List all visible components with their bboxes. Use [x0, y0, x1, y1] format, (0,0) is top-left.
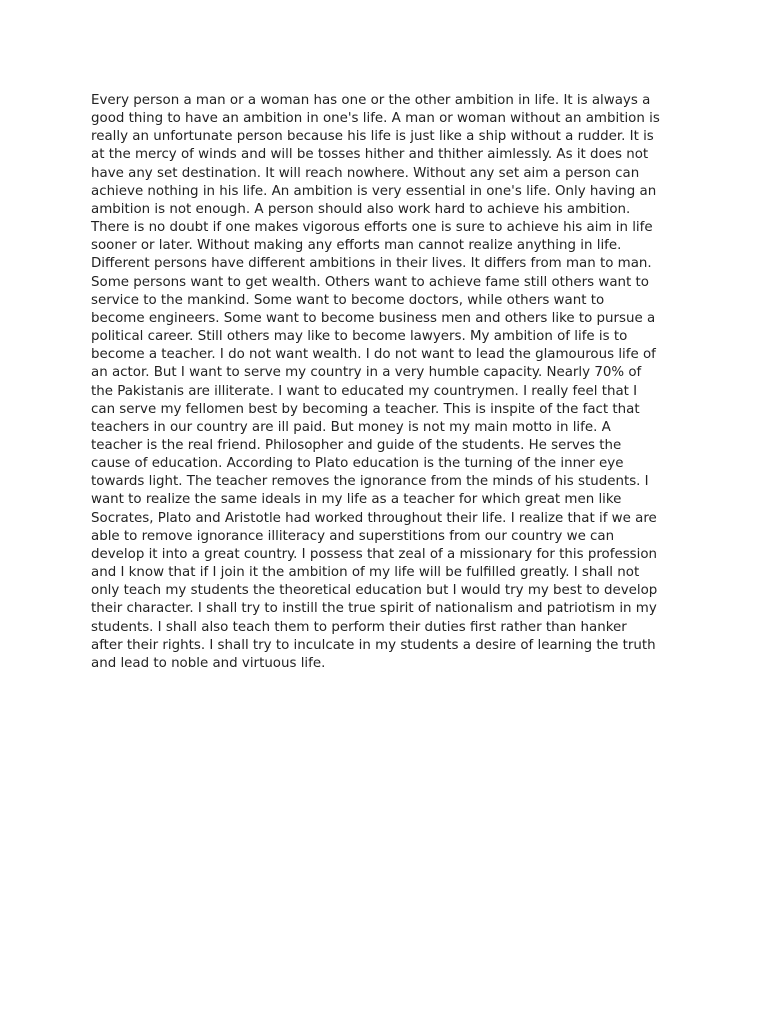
paragraph-line: political career. Still others may like to become lawyers. My ambition of life is to — [91, 329, 628, 345]
paragraph-line: cause of education. According to Plato education is the turning of the inner eye — [91, 456, 624, 472]
paragraph-line: want to realize the same ideals in my life as a teacher for which great men like — [91, 492, 622, 508]
paragraph-line: achieve nothing in his life. An ambition is very essential in one's life. Only having an — [91, 183, 657, 199]
paragraph-line: and I know that if I join it the ambition of my life will be fulfilled greatly. I shall not — [91, 565, 640, 581]
paragraph-line: Every person a man or a woman has one or the other ambition in life. It is always a — [91, 93, 651, 108]
paragraph-line: towards light. The teacher removes the ignorance from the minds of his students. I — [91, 474, 649, 490]
paragraph-line: Different persons have different ambitions in their lives. It differs from man to man. — [91, 256, 652, 272]
paragraph-line: There is no doubt if one makes vigorous efforts one is sure to achieve his aim in life — [91, 220, 653, 236]
paragraph-line: Some persons want to get wealth. Others want to achieve fame still others want to — [91, 274, 649, 290]
paragraph-line: become a teacher. I do not want wealth. I do not want to lead the glamourous life of — [91, 347, 656, 363]
paragraph-line: and lead to noble and virtuous life. — [91, 655, 326, 671]
essay-paragraph — [91, 92, 681, 673]
paragraph-line: sooner or later. Without making any efforts man cannot realize anything in life. — [91, 238, 622, 254]
paragraph-line: good thing to have an ambition in one's life. A man or woman without an ambition is — [91, 111, 660, 127]
paragraph-line: at the mercy of winds and will be tosses hither and thither aimlessly. As it does not — [91, 147, 649, 163]
paragraph-line: able to remove ignorance illiteracy and superstitions from our country we can — [91, 528, 615, 544]
paragraph-line: Socrates, Plato and Aristotle had worked throughout their life. I realize that if we are — [91, 510, 657, 526]
paragraph-line: have any set destination. It will reach nowhere. Without any set aim a person can — [91, 165, 640, 181]
paragraph-line: the Pakistanis are illiterate. I want to educated my countrymen. I really feel that I — [91, 383, 638, 399]
paragraph-line: service to the mankind. Some want to become doctors, while others want to — [91, 292, 605, 308]
paragraph-line: really an unfortunate person because his life is just like a ship without a rudder. It is — [91, 129, 654, 145]
paragraph-line: teachers in our country are ill paid. But money is not my main motto in life. A — [91, 419, 611, 435]
paragraph-line: students. I shall also teach them to perform their duties first rather than hanker — [91, 619, 627, 635]
paragraph-line: only teach my students the theoretical education but I would try my best to develop — [91, 583, 658, 599]
paragraph-line: become engineers. Some want to become business men and others like to pursue a — [91, 310, 656, 326]
paragraph-line: teacher is the real friend. Philosopher and guide of the students. He serves the — [91, 437, 622, 453]
paragraph-line: ambition is not enough. A person should also work hard to achieve his ambition. — [91, 201, 631, 217]
paragraph-line: an actor. But I want to serve my country in a very humble capacity. Nearly 70% of — [91, 365, 642, 381]
paragraph-line: develop it into a great country. I possess that zeal of a missionary for this profession — [91, 546, 658, 562]
paragraph-line: can serve my fellomen best by becoming a teacher. This is inspite of the fact that — [91, 401, 640, 417]
paragraph-line: their character. I shall try to instill the true spirit of nationalism and patriotism in my — [91, 601, 657, 617]
paragraph-line: after their rights. I shall try to inculcate in my students a desire of learning the truth — [91, 637, 656, 653]
